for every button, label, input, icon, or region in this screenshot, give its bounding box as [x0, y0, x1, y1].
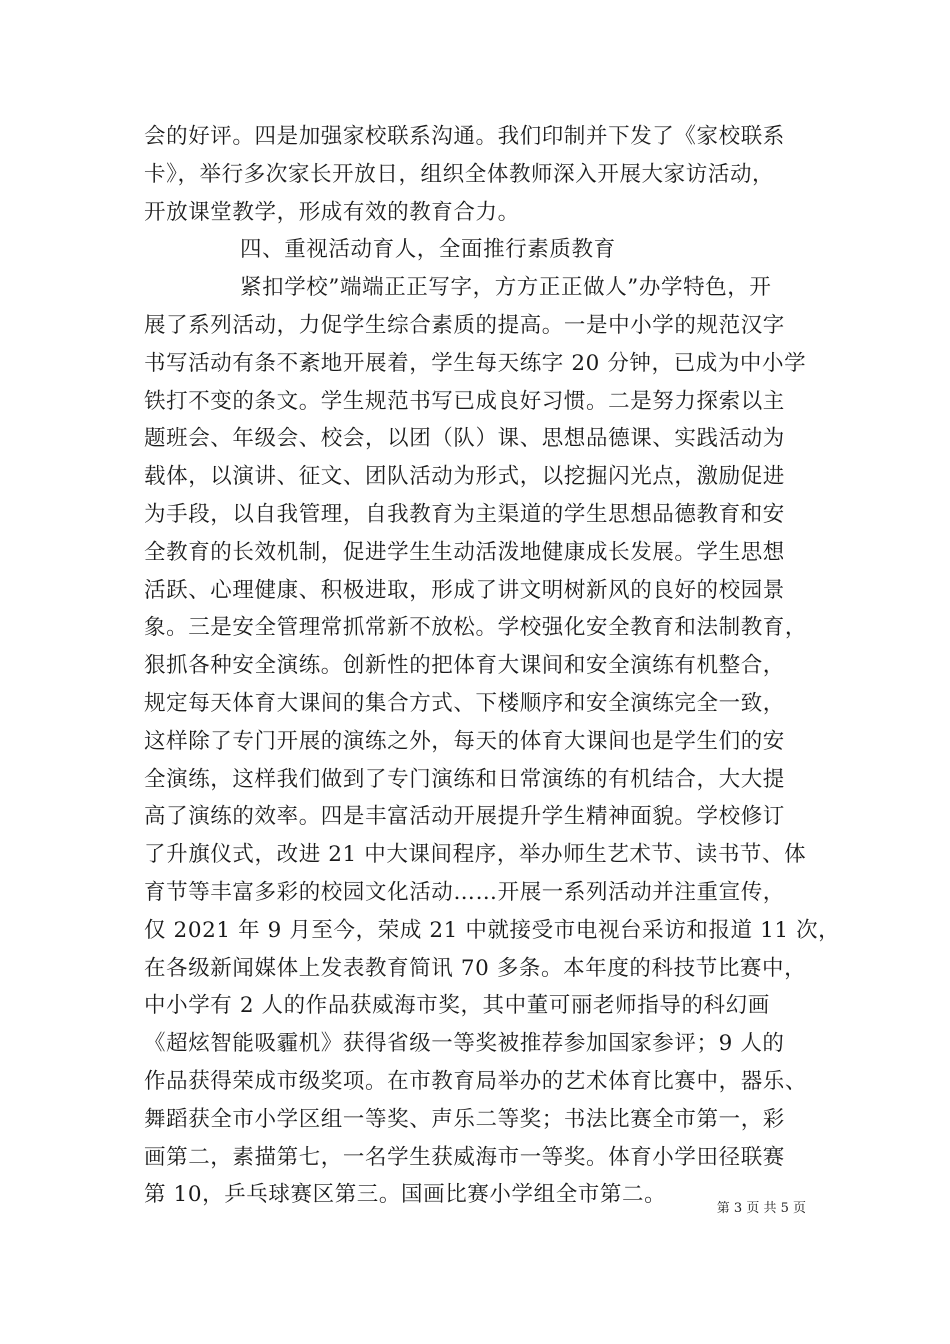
text-line: 这样除了专门开展的演练之外，每天的体育大课间也是学生们的安	[144, 728, 785, 754]
text-line: 全教育的长效机制，促进学生生动活泼地健康成长发展。学生思想	[144, 539, 785, 565]
text-line: 舞蹈获全市小学区组一等奖、声乐二等奖；书法比赛全市第一，彩	[144, 1106, 785, 1132]
text-line: 仅 2021 年 9 月至今，荣成 21 中就接受市电视台采访和报道 11 次，	[144, 917, 841, 943]
text-line: 狠抓各种安全演练。创新性的把体育大课间和安全演练有机整合，	[144, 653, 785, 679]
text-line: 卡》，举行多次家长开放日，组织全体教师深入开展大家访活动，	[144, 161, 775, 187]
text-line: 题班会、年级会、校会，以团（队）课、思想品德课、实践活动为	[144, 426, 785, 452]
text-line: 开放课堂教学，形成有效的教育合力。	[144, 199, 520, 225]
text-line: 载体，以演讲、征文、团队活动为形式，以挖掘闪光点，激励促进	[144, 464, 785, 490]
body-text	[144, 118, 841, 1214]
text-line: 铁打不变的条文。学生规范书写已成良好习惯。二是努力探索以主	[144, 388, 785, 414]
text-line: 在各级新闻媒体上发表教育简讯 70 多条。本年度的科技节比赛中，	[144, 955, 807, 981]
text-line: 画第二，素描第七，一名学生获威海市一等奖。体育小学田径联赛	[144, 1144, 785, 1170]
text-line: 会的好评。四是加强家校联系沟通。我们印制并下发了《家校联系	[144, 124, 785, 149]
text-line: 作品获得荣成市级奖项。在市教育局举办的艺术体育比赛中，器乐、	[144, 1068, 808, 1094]
section-heading: 四、重视活动育人，全面推行素质教育	[240, 237, 616, 263]
text-line: 中小学有 2 人的作品获威海市奖，其中董可丽老师指导的科幻画	[144, 993, 770, 1019]
text-line: 为手段，以自我管理，自我教育为主渠道的学生思想品德教育和安	[144, 501, 785, 527]
text-line: 《超炫智能吸霾机》获得省级一等奖被推荐参加国家参评；9 人的	[144, 1031, 785, 1057]
text-line: 象。三是安全管理常抓常新不放松。学校强化安全教育和法制教育，	[144, 615, 808, 641]
text-line: 育节等丰富多彩的校园文化活动……开展一系列活动并注重宣传，	[144, 879, 785, 905]
text-line: 全演练，这样我们做到了专门演练和日常演练的有机结合，大大提	[144, 766, 785, 792]
text-line: 高了演练的效率。四是丰富活动开展提升学生精神面貌。学校修订	[144, 804, 785, 830]
paragraph-first-line: 紧扣学校”端端正正写字，方方正正做人”办学特色，开	[240, 275, 772, 301]
page-number-footer: 第 3 页 共 5 页	[716, 1201, 806, 1216]
text-line: 了升旗仪式，改进 21 中大课间程序，举办师生艺术节、读书节、体	[144, 842, 807, 868]
text-line: 规定每天体育大课间的集合方式、下楼顺序和安全演练完全一致，	[144, 690, 785, 716]
text-line: 展了系列活动，力促学生综合素质的提高。一是中小学的规范汉字	[144, 312, 785, 338]
text-line: 书写活动有条不紊地开展着，学生每天练字 20 分钟，已成为中小学	[144, 350, 807, 376]
text-line: 活跃、心理健康、积极进取，形成了讲文明树新风的良好的校园景	[144, 577, 785, 603]
text-line: 第 10，乒乓球赛区第三。国画比赛小学组全市第二。	[144, 1182, 667, 1208]
